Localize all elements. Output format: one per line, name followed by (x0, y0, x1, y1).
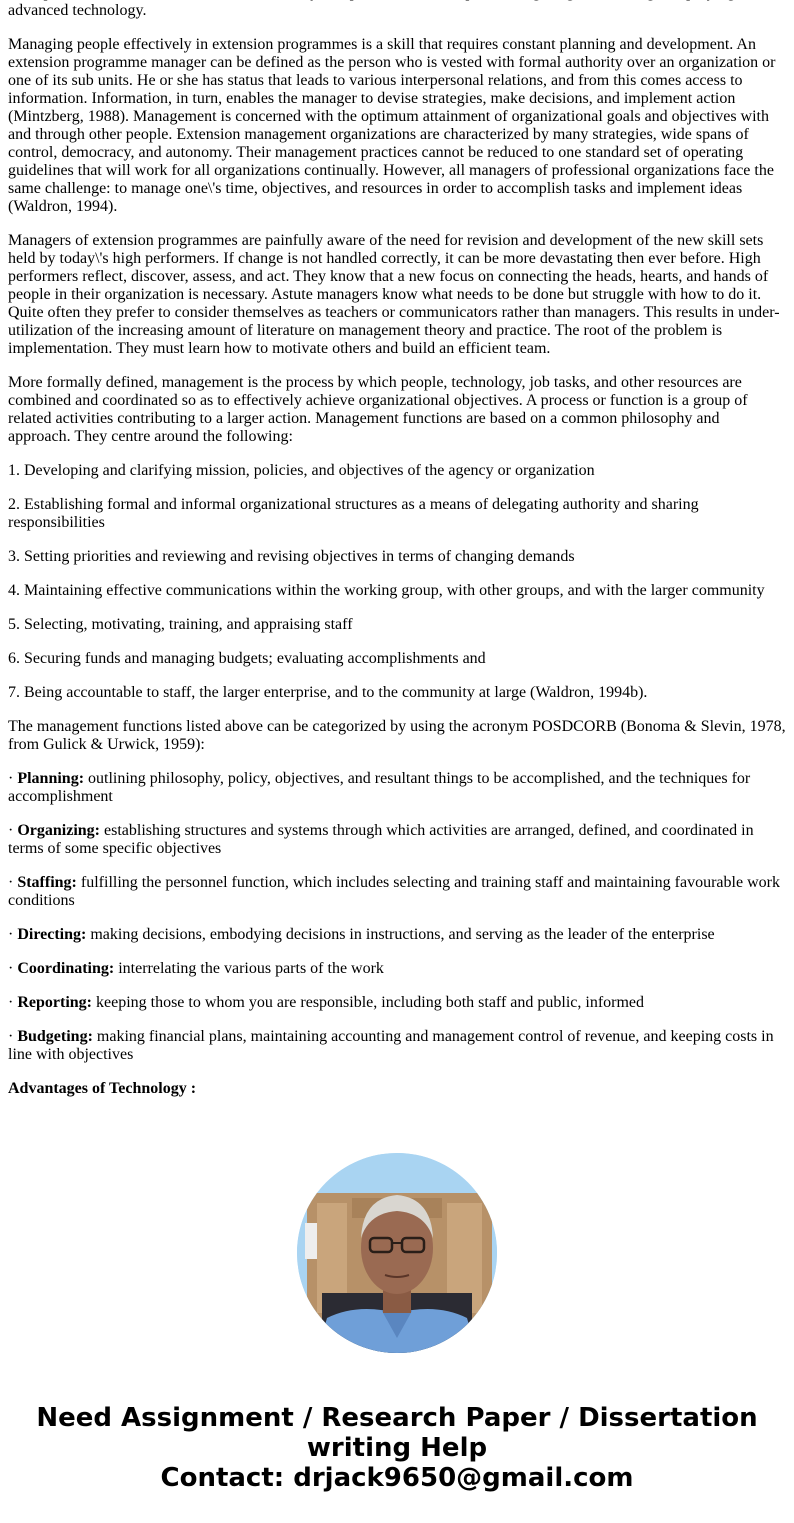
posdcorb-desc: establishing structures and systems through which activities are arranged, defined, and coordinated in terms of some specific objectives (8, 822, 754, 857)
intro-paragraph: advanced technology. (8, 2, 147, 19)
posdcorb-item-staffing (8, 874, 786, 910)
bullet-mark: · (8, 960, 14, 977)
advantages-subheading: Advantages of Technology : (8, 1080, 197, 1097)
numbered-item-2: 2. Establishing formal and informal organizational structures as a means of delegating authority and sharing responsibilities (8, 496, 699, 531)
numbered-item-1: 1. Developing and clarifying mission, policies, and objectives of the agency or organization (8, 462, 595, 479)
numbered-item-4: 4. Maintaining effective communications within the working group, with other groups, and with the larger community (8, 582, 765, 599)
posdcorb-term: Staffing: (17, 874, 77, 891)
posdcorb-desc: outlining philosophy, policy, objectives, and resultant things to be accomplished, and the techniques for accomplishment (8, 770, 751, 805)
bullet-mark: · (8, 926, 14, 943)
posdcorb-desc: keeping those to whom you are responsible, including both staff and public, informed (91, 994, 645, 1011)
author-portrait-image (297, 1153, 497, 1353)
cta-help-line: Need Assignment / Research Paper / Dissertation writing Help (36, 1403, 758, 1463)
posdcorb-term: Budgeting: (17, 1028, 93, 1045)
bullet-mark: · (8, 1028, 14, 1045)
managing-paragraph: Managing people effectively in extension programmes is a skill that requires constant planning and development. An extension programme manager can be defined as the person who is vested with formal authority over an organization or one of its sub units. He or she has status that leads to various interpersonal relations, and from this comes access to information. Information, in turn, enables the manager to devise strategies, make decisions, and implement action (Mintzberg, 1988). Management is concerned with the optimum attainment of organizational goals and objectives with and through other people. Extension management organizations are characterized by many strategies, wide spans of control, democracy, and autonomy. Their management practices cannot be reduced to one standard set of operating guidelines that will work for all organizations continually. However, all managers of professional organizations face the same challenge: to manage one\'s time, objectives, and resources in order to accomplish tasks and implement ideas (Waldron, 1994). (8, 36, 776, 215)
numbered-item-3: 3. Setting priorities and reviewing and revising objectives in terms of changing demands (8, 548, 575, 565)
posdcorb-term: Organizing: (17, 822, 100, 839)
bullet-mark: · (8, 822, 14, 839)
numbered-item-7: 7. Being accountable to staff, the larger enterprise, and to the community at large (Waldron, 1994b). (8, 684, 648, 701)
posdcorb-desc: fulfilling the personnel function, which includes selecting and training staff and maintaining favourable work conditions (8, 874, 780, 909)
managers-paragraph: Managers of extension programmes are painfully aware of the need for revision and development of the new skill sets held by today\'s high performers. If change is not handled correctly, it can be more devastating then ever before. High performers reflect, discover, assess, and act. They know that a new focus on connecting the heads, hearts, and hands of people in their organization is necessary. Astute managers know what needs to be done but struggle with how to do it. Quite often they prefer to consider themselves as teachers or communicators rather than managers. This results in under-utilization of the increasing amount of literature on management theory and practice. The root of the problem is implementation. They must learn how to motivate others and build an efficient team. (8, 232, 780, 357)
numbered-item-6: 6. Securing funds and managing budgets; evaluating accomplishments and (8, 650, 486, 667)
posdcorb-item-planning (8, 770, 786, 806)
cta-contact-line: Contact: drjack9650@gmail.com (160, 1463, 634, 1493)
author-avatar (297, 1153, 497, 1353)
posdcorb-item-coordinating (8, 960, 786, 978)
posdcorb-item-reporting (8, 994, 786, 1012)
help-call-to-action (0, 1403, 794, 1493)
posdcorb-item-budgeting (8, 1028, 786, 1064)
bullet-mark: · (8, 994, 14, 1011)
posdcorb-desc: making decisions, embodying decisions in instructions, and serving as the leader of the enterprise (86, 926, 715, 943)
posdcorb-paragraph: The management functions listed above can be categorized by using the acronym POSDCORB (Bonoma & Slevin, 1978, from Gulick & Urwick, 1959): (8, 718, 786, 753)
posdcorb-desc: making financial plans, maintaining accounting and management control of revenue, and keeping costs in line with objectives (8, 1028, 774, 1063)
posdcorb-term: Planning: (17, 770, 85, 787)
bullet-mark: · (8, 770, 14, 787)
posdcorb-item-organizing (8, 822, 786, 858)
formal-definition-paragraph: More formally defined, management is the process by which people, technology, job tasks, and other resources are combined and coordinated so as to effectively achieve organizational objectives. A process or function is a group of related activities contributing to a larger action. Management functions are based on a common philosophy and approach. They centre around the following: (8, 374, 748, 445)
article-body (8, 0, 786, 1098)
posdcorb-desc: interrelating the various parts of the work (114, 960, 384, 977)
posdcorb-term: Coordinating: (17, 960, 115, 977)
bullet-mark: · (8, 874, 14, 891)
numbered-item-5: 5. Selecting, motivating, training, and appraising staff (8, 616, 353, 633)
posdcorb-item-directing (8, 926, 786, 944)
posdcorb-term: Directing: (17, 926, 87, 943)
posdcorb-term: Reporting: (17, 994, 92, 1011)
